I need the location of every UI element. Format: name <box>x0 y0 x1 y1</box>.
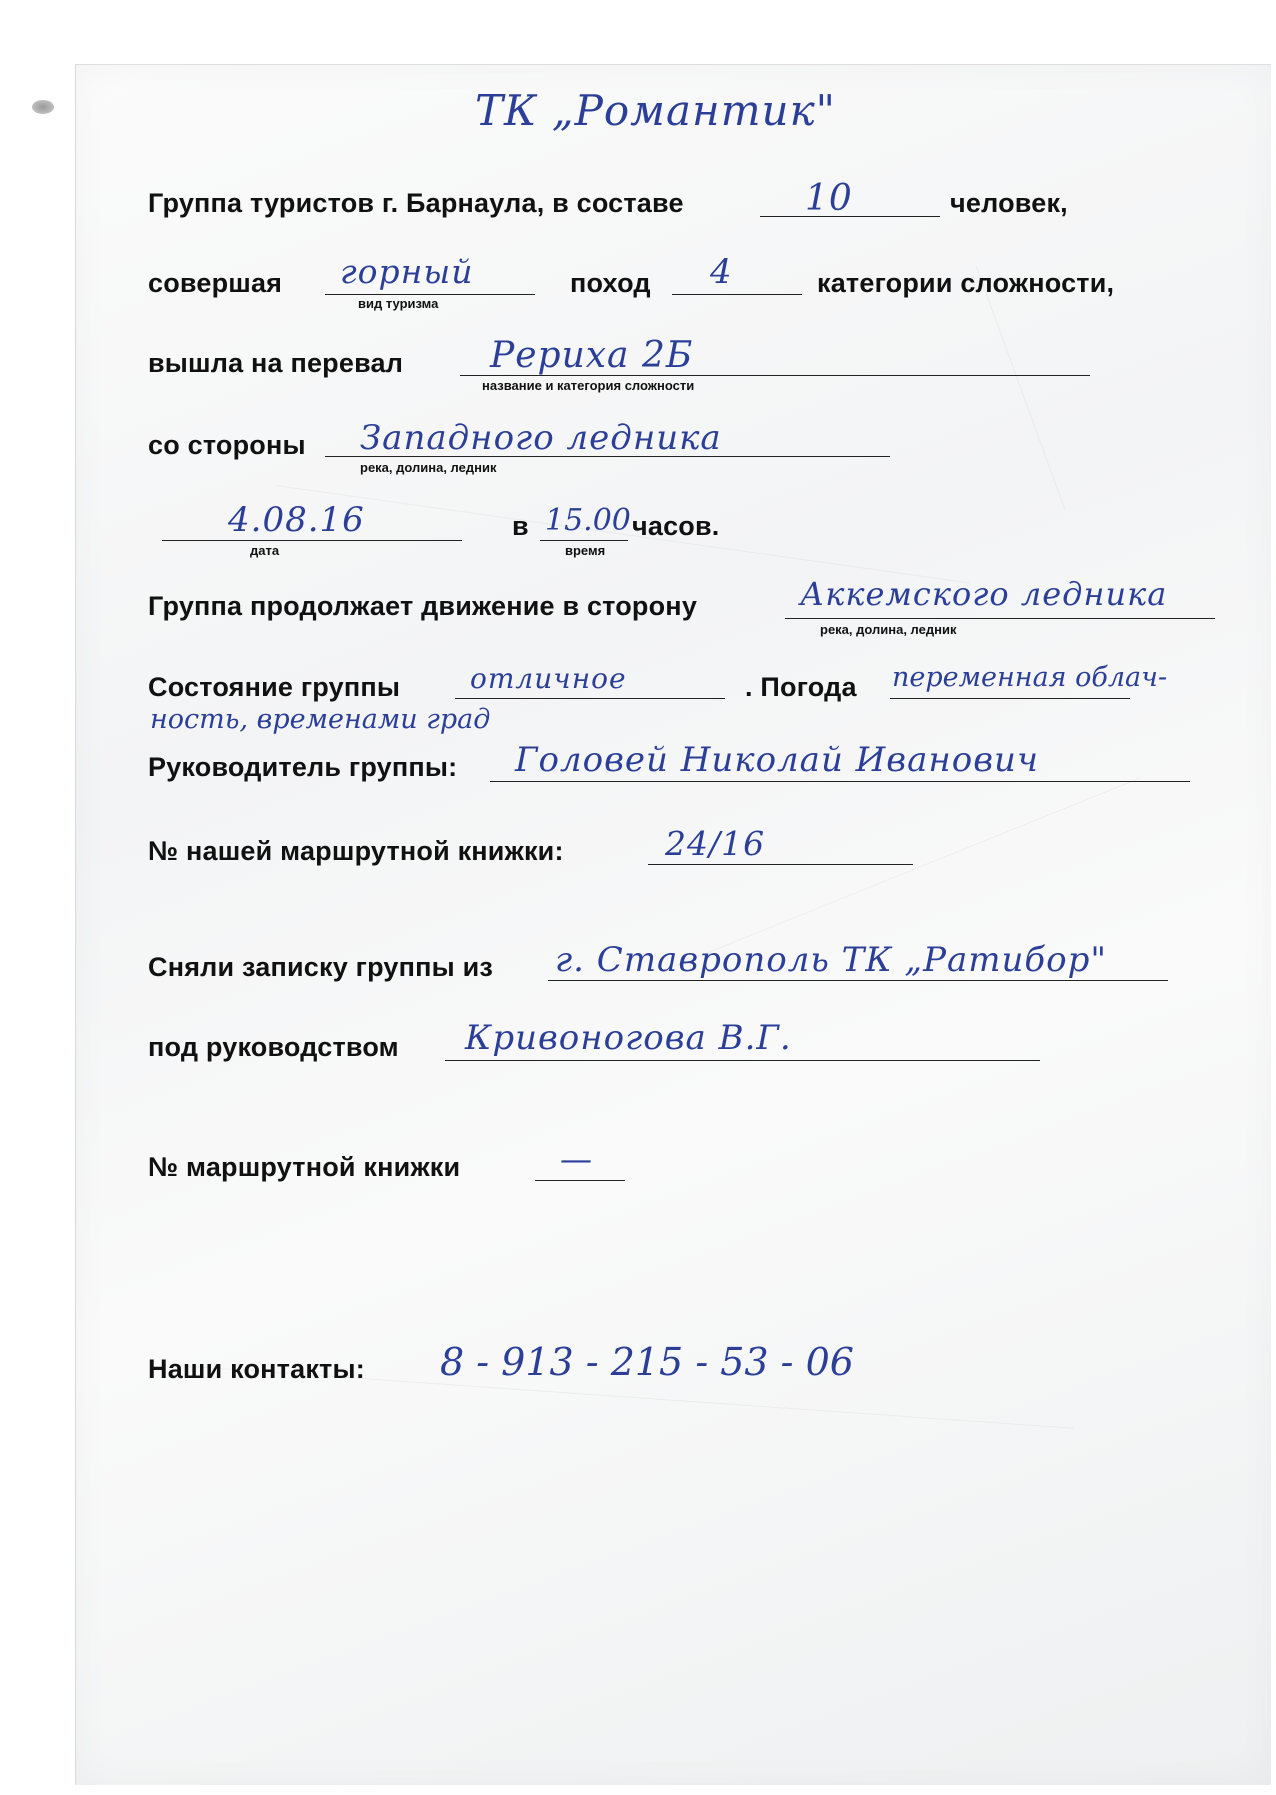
previous-leader: Кривоногова В.Г. <box>465 1018 792 1058</box>
tourism-type-caption: вид туризма <box>358 296 439 311</box>
prev-book-line <box>535 1180 625 1181</box>
row8-prefix: Руководитель группы: <box>148 752 458 782</box>
row2-suffix: категории сложности, <box>817 268 1115 298</box>
pass-caption: название и категория сложности <box>482 378 695 393</box>
club-title: ТК „Романтик" <box>475 86 836 135</box>
row7-prefix: Состояние группы <box>148 672 401 702</box>
row1-suffix: человек, <box>950 188 1068 218</box>
date-line <box>162 540 462 541</box>
state-line <box>455 698 725 699</box>
book-line <box>648 864 913 865</box>
date-caption: дата <box>250 543 280 558</box>
row3-prefix: вышла на перевал <box>148 348 404 378</box>
difficulty-category: 4 <box>710 252 733 292</box>
from-line <box>548 980 1168 981</box>
time-value: 15.00 <box>545 503 631 538</box>
prev-leader-line <box>445 1060 1040 1061</box>
row5-in: в <box>512 511 529 541</box>
note-from: г. Ставрополь ТК „Ратибор" <box>555 940 1108 980</box>
group-leader: Головей Николай Иванович <box>515 740 1040 780</box>
contact-phone: 8 - 913 - 215 - 53 - 06 <box>440 1340 854 1384</box>
direction-caption: река, долина, ледник <box>820 622 957 637</box>
row1-prefix: Группа туристов г. Барнаула, в составе <box>148 188 684 218</box>
weather-label: . Погода <box>745 672 857 702</box>
weather-line <box>890 698 1130 699</box>
side-caption: река, долина, ледник <box>360 460 497 475</box>
time-line <box>540 540 628 541</box>
row2-middle: поход <box>570 268 651 298</box>
row11-prefix: под руководством <box>148 1032 399 1062</box>
row10-prefix: Сняли записку группы из <box>148 952 494 982</box>
tourism-type-line <box>325 294 535 295</box>
group-count: 10 <box>805 178 853 219</box>
row2-prefix: совершая <box>148 268 283 298</box>
tourism-type: горный <box>340 252 474 291</box>
category-line <box>672 294 802 295</box>
weather-line2: ность, временами град <box>150 704 491 735</box>
punch-hole <box>32 100 54 114</box>
leader-line <box>490 781 1190 782</box>
row5-suffix: часов. <box>632 511 720 541</box>
row6-prefix: Группа продолжает движение в сторону <box>148 591 698 621</box>
form-sheet <box>75 64 1271 1785</box>
direction-line <box>785 618 1215 619</box>
weather-line1: переменная облач- <box>892 662 1168 693</box>
route-book-number: 24/16 <box>665 824 766 863</box>
time-caption: время <box>565 543 606 558</box>
row12-prefix: № маршрутной книжки <box>148 1152 461 1182</box>
row4-prefix: со стороны <box>148 430 306 460</box>
pass-name: Рериха 2Б <box>490 335 694 376</box>
group-state: отличное <box>470 662 627 695</box>
row13-prefix: Наши контакты: <box>148 1354 365 1384</box>
row9-prefix: № нашей маршрутной книжки: <box>148 836 564 866</box>
direction-value: Аккемского ледника <box>800 575 1168 613</box>
approach-side: Западного ледника <box>360 418 722 458</box>
previous-route-book: — <box>560 1140 593 1178</box>
date-value: 4.08.16 <box>228 500 365 540</box>
